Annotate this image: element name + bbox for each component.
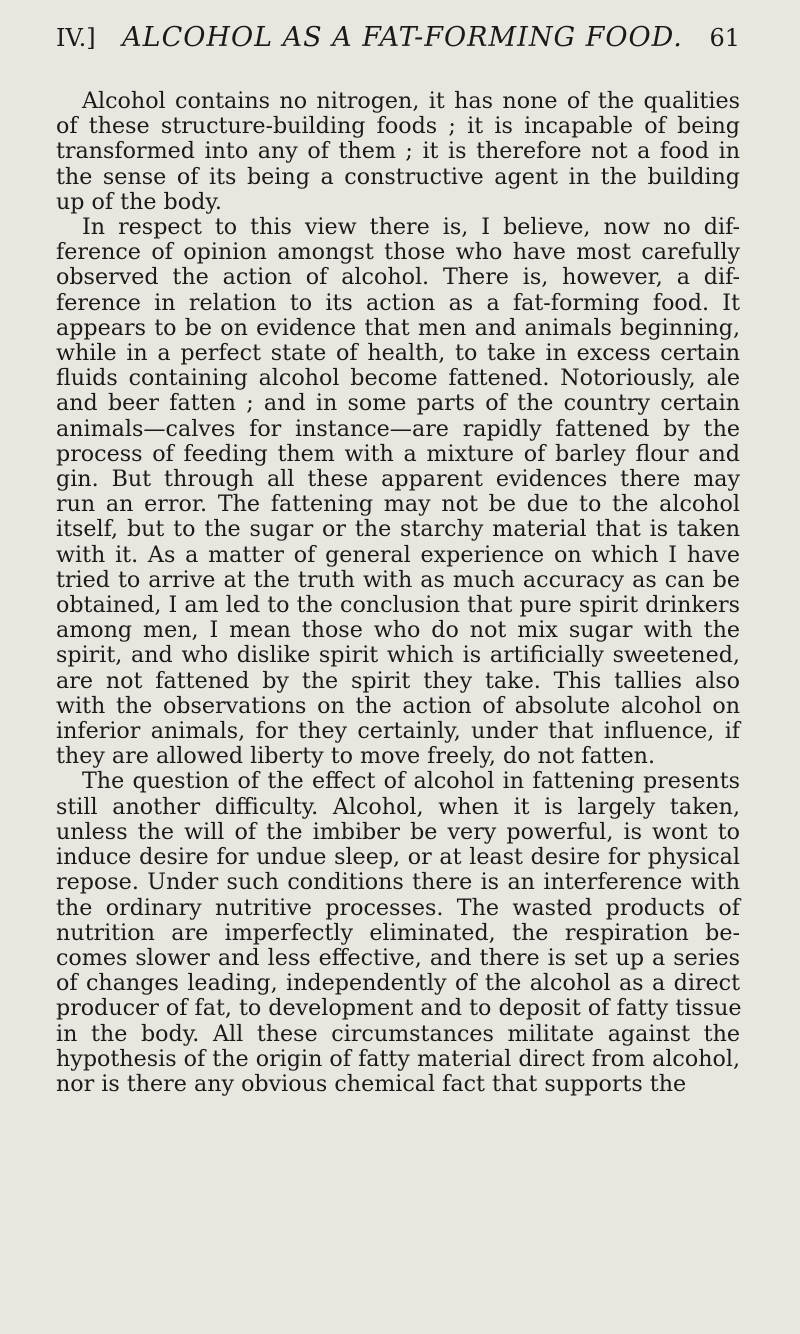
text-line: the sense of its being a constructive agent in the building xyxy=(56,163,740,190)
paragraph xyxy=(56,215,740,769)
text-line: inferior animals, for they certainly, under that influence, if xyxy=(56,718,740,745)
text-line: producer of fat, to development and to deposit of fatty tissue xyxy=(56,995,742,1022)
text-line: tried to arrive at the truth with as much accuracy as can be xyxy=(56,566,740,593)
text-line: induce desire for undue sleep, or at least desire for physical xyxy=(56,844,740,871)
text-line: and beer fatten ; and in some parts of the country certain xyxy=(56,390,740,417)
text-line: of changes leading, independently of the alcohol as a direct xyxy=(56,970,740,997)
running-header xyxy=(56,22,740,82)
text-line: run an error. The fattening may not be due to the alcohol xyxy=(56,491,740,518)
text-line: comes slower and less effective, and there is set up a series xyxy=(56,944,740,971)
text-line: nutrition are imperfectly eliminated, the respiration be- xyxy=(56,919,740,946)
text-line: obtained, I am led to the conclusion that pure spirit drinkers xyxy=(56,592,740,619)
text-line: of these structure-building foods ; it is incapable of being xyxy=(56,113,740,140)
text-line: process of feeding them with a mixture of barley flour and xyxy=(56,440,740,467)
text-line: In respect to this view there is, I believe, now no dif- xyxy=(82,214,740,241)
text-line: with the observations on the action of absolute alcohol on xyxy=(56,692,740,719)
page-number: 61 xyxy=(709,24,740,52)
text-line: observed the action of alcohol. There is, however, a dif- xyxy=(56,264,740,291)
text-line: fluids containing alcohol become fattened. Notoriously, ale xyxy=(56,365,740,392)
text-line: among men, I mean those who do not mix sugar with the xyxy=(56,617,740,644)
text-line: the ordinary nutritive processes. The wasted products of xyxy=(56,894,740,921)
text-line: appears to be on evidence that men and animals beginning, xyxy=(56,314,740,341)
body-text xyxy=(56,89,740,1097)
text-line: itself, but to the sugar or the starchy material that is taken xyxy=(56,516,740,543)
text-line: in the body. All these circumstances militate against the xyxy=(56,1020,740,1047)
text-line: Alcohol contains no nitrogen, it has none of the qualities xyxy=(82,88,740,114)
text-line: repose. Under such conditions there is an interference with xyxy=(56,869,740,896)
text-line: ference in relation to its action as a fat-forming food. It xyxy=(56,289,740,316)
text-line: up of the body. xyxy=(56,188,222,215)
text-line: still another difficulty. Alcohol, when it is largely taken, xyxy=(56,793,740,820)
text-line: while in a perfect state of health, to take in excess certain xyxy=(56,340,740,367)
text-line: are not fattened by the spirit they take. This tallies also xyxy=(56,667,740,694)
text-line: The question of the effect of alcohol in fattening presents xyxy=(82,768,740,795)
chapter-number: IV.] xyxy=(56,24,96,52)
running-title: ALCOHOL AS A FAT-FORMING FOOD. xyxy=(122,22,683,53)
text-line: transformed into any of them ; it is therefore not a food in xyxy=(56,138,740,165)
text-line: ference of opinion amongst those who have most carefully xyxy=(56,239,740,266)
text-line: spirit, and who dislike spirit which is artificially sweetened, xyxy=(56,642,740,669)
text-line: gin. But through all these apparent evidences there may xyxy=(56,466,740,493)
text-line: with it. As a matter of general experience on which I have xyxy=(56,541,740,568)
text-line: unless the will of the imbiber be very powerful, is wont to xyxy=(56,818,740,845)
text-line: nor is there any obvious chemical fact that supports the xyxy=(56,1070,687,1097)
paragraph xyxy=(56,89,740,215)
text-line: animals—calves for instance—are rapidly fattened by the xyxy=(56,415,740,442)
paragraph xyxy=(56,769,740,1097)
text-line: hypothesis of the origin of fatty material direct from alcohol, xyxy=(56,1045,740,1072)
text-line: they are allowed liberty to move freely, do not fatten. xyxy=(56,743,656,770)
